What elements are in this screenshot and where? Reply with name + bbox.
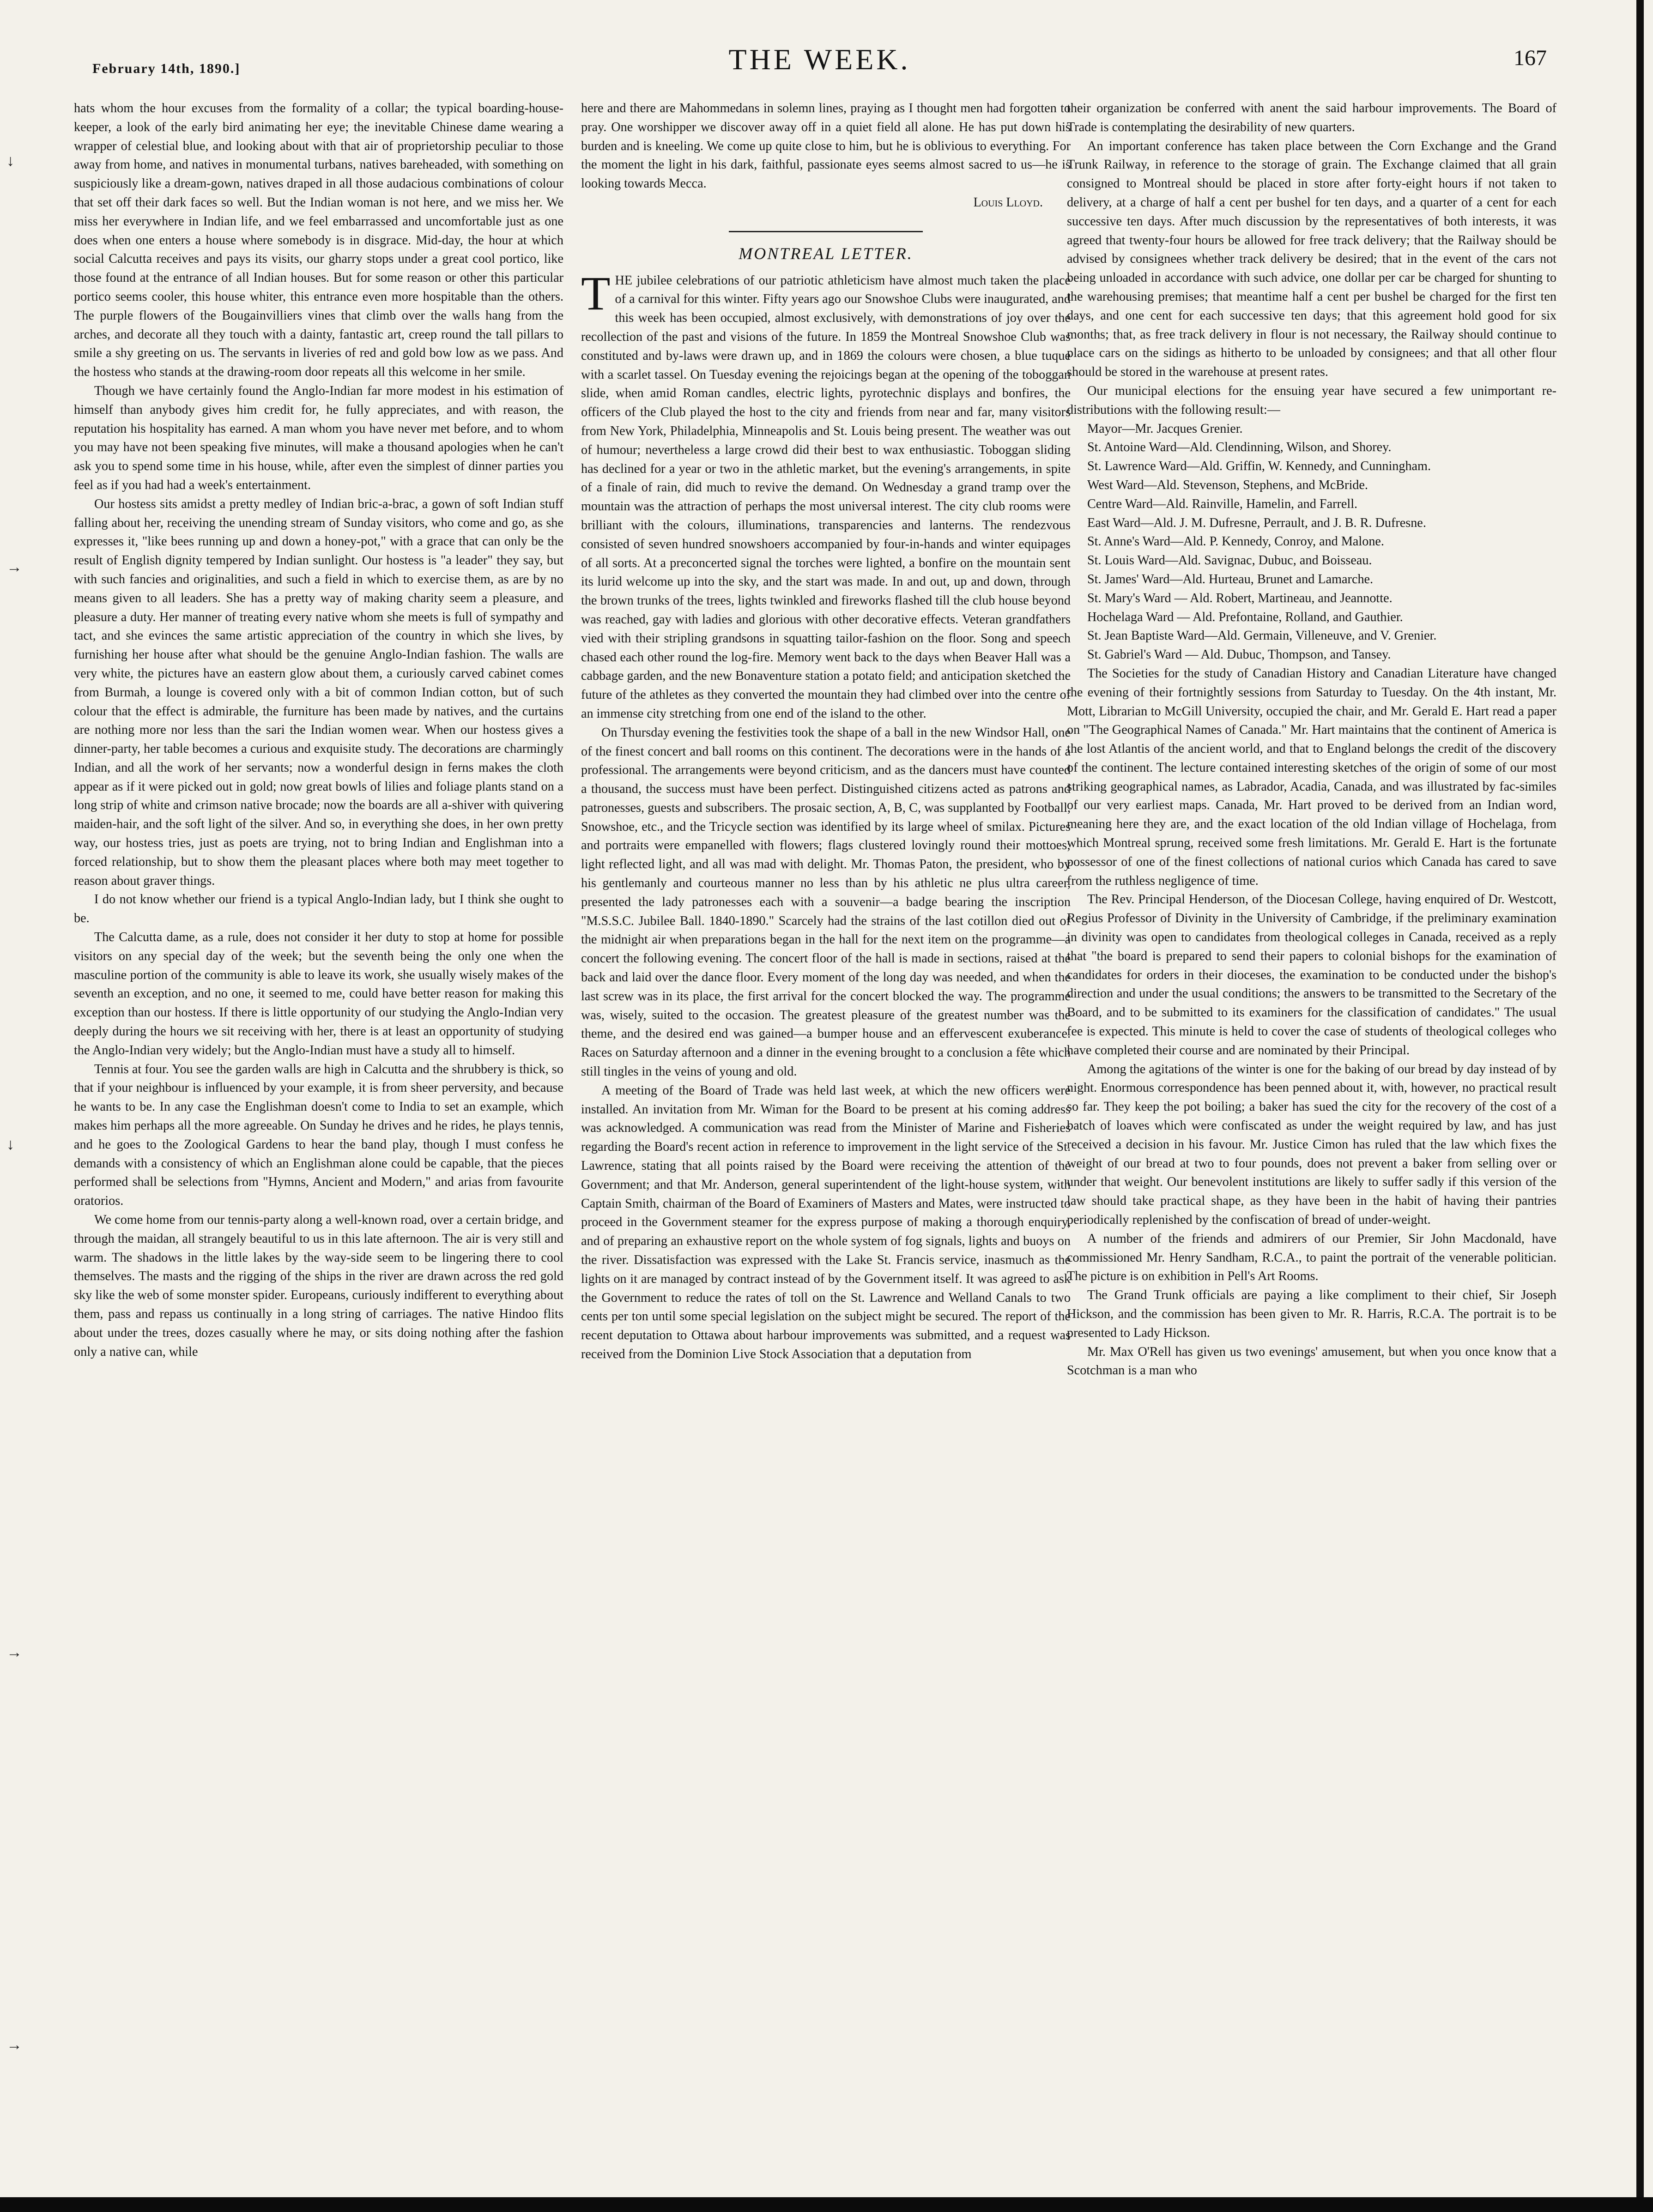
election-result: St. Louis Ward—Ald. Savignac, Dubuc, and Boisseau.	[1087, 553, 1372, 568]
section-divider	[729, 231, 923, 232]
election-result: St. Anne's Ward—Ald. P. Kennedy, Conroy, and Malone.	[1087, 534, 1384, 549]
paragraph: The Societies for the study of Canadian History and Canadian Literature have changed the evening of their fortnightly sessions from Saturday to Tuesday. On the 4th instant, Mr. Mott, Librarian to McGill University, occupied the chair, and Mr. Gerald E. Hart read a paper on "The Geographical Names of Canada." Mr. Hart maintains that the continent of America is the lost Atlantis of the ancient world, and that to England belongs the credit of the discovery of the continent. The lecture contained interesting sketches of the origin of some of our most striking geographical names, as Labrador, Acadia, Canada, and was illustrated by fac-similes of our very earliest maps. Canada, Mr. Hart proved to be derived from an Indian word, meaning here they are, and the exact location of the old Indian village of Hochelaga, from which Montreal sprung, received some fresh limitations. Mr. Gerald E. Hart is the fortunate possessor of one of the finest collections of national curios which Canada has cared to save from the ruthless negligence of time.	[1067, 666, 1556, 888]
paragraph: On Thursday evening the festivities took the shape of a ball in the new Windsor Hall, one of the finest concert and ball rooms on this continent. The decorations were in the hands of a professional. The arrangements were beyond criticism, and as the dancers must have counted a thousand, the success must have been perfect. Distinguished citizens acted as patrons and patronesses, guests and subscribers. The prosaic section, A, B, C, was supplanted by Football, Snowshoe, etc., and the Tricycle section was identified by its large wheel of smilax. Pictures and portraits were empanelled with flowers; flags clustered lovingly round their mottoes; light reflected light, and all was mad with delight. Mr. Thomas Paton, the president, who by his gentlemanly and courteous manner no less than by his athletic ne plus ultra career, presented the lady patronesses each with a souvenir—a badge bearing the inscription "M.S.S.C. Jubilee Ball. 1840-1890." Scarcely had the strains of the last cotillon died out of the midnight air when preparations began in the hall for the next item on the programme—a concert the following evening. The concert floor of the hall is made in sections, raised at the back and laid over the dance floor. Every moment of the long day was needed, and when the last screw was in its place, the first arrival for the concert blocked the way. The programme was, wisely, suited to the occasion. The greatest pleasure of the greatest number was the theme, and the desired end was gained—a bumper house and an effervescent exuberance. Races on Saturday afternoon and a dinner in the evening brought to a conclusion a fête which still tingles in the veins of young and old.	[581, 725, 1071, 1079]
election-result: St. Lawrence Ward—Ald. Griffin, W. Kennedy, and Cunningham.	[1087, 459, 1431, 474]
paragraph: The Grand Trunk officials are paying a like compliment to their chief, Sir Joseph Hickson, and the commission has been given to Mr. R. Harris, R.C.A. The portrait is to be presented to Lady Hickson.	[1067, 1288, 1556, 1340]
margin-mark: →	[6, 559, 22, 576]
election-result: Hochelaga Ward — Ald. Prefontaine, Rolland, and Gauthier.	[1087, 610, 1403, 624]
paragraph: hats whom the hour excuses from the formality of a collar; the typical boarding-house-keeper, a look of the early bird animating her eye; the inevitable Chinese dame wearing a wrapper of celestial blue, and looking about with that air of proprietorship peculiar to those away from home, and natives in monumental turbans, natives bareheaded, with something on suspiciously like a dream-gown, natives draped in all those audacious combinations of colour that set off their dark faces so well. But the Indian woman is not here, and we miss her. We miss her everywhere in Indian life, and we feel embarrassed and uncomfortable just as one does when one enters a house where somebody is in disgrace. Mid-day, the hour at which social Calcutta receives and pays its visits, our gharry stops under a great cool portico, like those found at the entrance of all Indian houses. But for some reason or other this particular portico seems cooler, this house whiter, this entrance even more hospitable than the others. The purple flowers of the Bougainvilliers vines that climb over the walls hang from the arches, and decorate all they touch with a dainty, fantastic art, creep round the tall pillars to smile a shy greeting on us. The servants in liveries of red and gold bow low as we pass. And the hostess who stands at the drawing-room door repeats all this welcome in her smile.	[74, 101, 563, 380]
election-result: St. Gabriel's Ward — Ald. Dubuc, Thompson, and Tansey.	[1087, 647, 1391, 662]
paragraph: Mr. Max O'Rell has given us two evenings' amusement, but when you once know that a Scotchman is a man who	[1067, 1344, 1556, 1378]
masthead: THE WEEK.	[728, 43, 911, 76]
margin-mark: ↓	[6, 1136, 14, 1153]
paragraph: their organization be conferred with anent the said harbour improvements. The Board of Trade is contemplating the desirability of new quarters.	[1067, 101, 1556, 134]
margin-mark: →	[6, 2037, 22, 2054]
election-result: St. Mary's Ward — Ald. Robert, Martineau, and Jeannotte.	[1087, 591, 1393, 605]
column-left	[74, 99, 563, 2159]
section-title: MONTREAL LETTER.	[739, 244, 913, 263]
lead-paragraph-text: HE jubilee celebrations of our patriotic athleticism have almost much taken the place of a carnival for this winter. Fifty years ago our Snowshoe Clubs were inaugurated, and this week has been occupied, almost exclusively, with demonstrations of joy over the recollection of the past and visions of the future. In 1859 the Montreal Snowshoe Club was constituted and by-laws were drawn up, and in 1869 the colours were chosen, a blue tuque with a scarlet tassel. On Tuesday evening the rejoicings began at the opening of the toboggan slide, when amid Roman candles, electric lights, pyrotechnic displays and bonfires, the officers of the Club played the host to the city and friends from near and far, many visitors from New York, Philadelphia, Minneapolis and St. Louis being present. The weather was out of humour; nevertheless a large crowd did their best to wax enthusiastic. Toboggan sliding has declined for a year or two in the athletic market, but the evening's arrangements, in spite of a finale of rain, did much to revive the demand. On Wednesday a grand tramp over the mountain was the attraction of perhaps the most universal interest. The city club rooms were brilliant with the colours, illuminations, transparencies and lanterns. The rendezvous consisted of seven hundred snowshoers accompanied by four-in-hands and winter equipages of all sorts. At a preconcerted signal the torches were lighted, a bonfire on the mountain sent its lurid welcome up into the sky, and the start was made. In and out, up and down, through the brown trunks of the trees, lights twinkled and fireworks flashed till the club house beyond was reached, gay with ladies and glorious with other decorative effects. Veteran grandfathers vied with their stripling grandsons in squatting tailor-fashion on the floor. Song and speech chased each other round the log-fire. Memory went back to the days when Beaver Hall was a cabbage garden, and the new Bonaventure station a potato field; and anticipation sketched the future of the athletes as they converted the mountain they had climbed over into the centre of an immense city stretching from one end of the island to the other.	[581, 273, 1071, 721]
election-result: West Ward—Ald. Stevenson, Stephens, and McBride.	[1087, 477, 1368, 492]
paragraph: The Rev. Principal Henderson, of the Diocesan College, having enquired of Dr. Westcott, Regius Professor of Divinity in the University of Cambridge, if the preliminary examination in divinity was open to candidates from theological colleges in Canada, received as a reply that "the board is prepared to send their papers to colonial bishops for the examination of candidates for orders in their dioceses, the examination to be conducted under the bishop's direction and under the usual conditions; the answers to be transmitted to the Secretary of the Board, and to be submitted to its examiners for the classification of candidates." The usual fee is expected. This minute is held to cover the case of students of theological colleges who have completed their course and are nominated by their Principal.	[1067, 892, 1556, 1058]
election-result: St. James' Ward—Ald. Hurteau, Brunet and Lamarche.	[1087, 572, 1374, 586]
drop-cap: T	[581, 266, 611, 320]
margin-mark: →	[6, 1644, 22, 1661]
paragraph: The Calcutta dame, as a rule, does not consider it her duty to stop at home for possible visitors on any special day of the week; but the seventh being the only one when the masculine portion of the community is able to leave its work, she usually wisely makes of the seventh an exception, and no one, it seemed to me, could have better reason for making this exception than our hostess. If there is little opportunity of our studying the Anglo-Indian very deeply during the hours we sit receiving with her, there is at least an opportunity of studying the Anglo-Indian very widely; but the Anglo-Indian must have a study all to himself.	[74, 930, 563, 1058]
issue-date: February 14th, 1890.]	[92, 61, 241, 76]
paragraph: We come home from our tennis-party along a well-known road, over a certain bridge, and through the maidan, all strangely beautiful to us in this late afternoon. The air is very still and warm. The shadows in the little lakes by the way-side seem to be lingering there to cool themselves. The masts and the rigging of the ships in the river are drawn across the red gold sky like the web of some monster spider. Europeans, curiously indifferent to everything about them, pass and repass us continually in a long string of carriages. The native Hindoo flits about under the trees, dozes casually where he may, or sits doing nothing after the fashion only a native can, while	[74, 1213, 563, 1359]
paragraph: here and there are Mahommedans in solemn lines, praying as I thought men had forgotten to pray. One worshipper we discover away off in a quiet field all alone. He has put down his burden and is kneeling. We come up quite close to him, but he is oblivious to everything. For the moment the light in his dark, faithful, passionate eyes seems almost sacred to us—he is looking towards Mecca.	[581, 101, 1071, 191]
paragraph: An important conference has taken place between the Corn Exchange and the Grand Trunk Railway, in reference to the storage of grain. The Exchange claimed that all grain consigned to Montreal should be placed in store after forty-eight hours if not taken to delivery, at a charge of half a cent per bushel for ten days, and a quarter of a cent for each successive ten days. After much discussion by the representatives of both interests, it was agreed that twenty-four hours be allowed for free track delivery; that the Railway should be advised by consignees whether track delivery be desired; that in the event of the cars not being unloaded in accordance with such advice, one dollar per car be charged for shunting to the warehousing premises; that meantime half a cent per bushel be charged for the first ten days, and one cent for each successive ten days; that this agreement hold good for six months; that, as free track delivery in flour is not necessary, the Railway should continue to place cars on the sidings as hitherto to be unloaded by consignees; and that all other flour should be stored in the warehouse at present rates.	[1067, 139, 1556, 380]
election-result: St. Jean Baptiste Ward—Ald. Germain, Villeneuve, and V. Grenier.	[1087, 629, 1437, 643]
election-result: East Ward—Ald. J. M. Dufresne, Perrault, and J. B. R. Dufresne.	[1087, 515, 1426, 530]
page-number: 167	[1514, 46, 1547, 70]
election-result: St. Antoine Ward—Ald. Clendinning, Wilson, and Shorey.	[1087, 440, 1392, 455]
scan-bottom-edge	[0, 2197, 1653, 2212]
lead-paragraph	[581, 266, 1071, 724]
election-result: Mayor—Mr. Jacques Grenier.	[1087, 421, 1243, 436]
paragraph: I do not know whether our friend is a typical Anglo-Indian lady, but I think she ought to be.	[74, 892, 563, 926]
paragraph: A meeting of the Board of Trade was held last week, at which the new officers were installed. An invitation from Mr. Wiman for the Board to be present at his coming address was acknowledged. A communication was read from the Minister of Marine and Fisheries regarding the Board's recent action in reference to improvement in the light service of the St. Lawrence, stating that all points raised by the Board were receiving the attention of the Government; and that Mr. Anderson, general superintendent of the light-house system, with Captain Smith, chairman of the Board of Examiners of Masters and Mates, were instructed to proceed in the Government steamer for the express purpose of making a thorough enquiry, and of preparing an exhaustive report on the whole system of fog signals, lights and buoys on the river. Dissatisfaction was expressed with the Lake St. Francis service, inasmuch as the lights on it are managed by contract instead of by the Government itself. It was agreed to ask the Government to reduce the rates of toll on the St. Lawrence and Welland Canals to two cents per ton until some special legislation on the subject might be secured. The report of the recent deputation to Ottawa about harbour improvements was submitted, and a request was received from the Dominion Live Stock Association that a deputation from	[581, 1083, 1071, 1361]
paragraph: A number of the friends and admirers of our Premier, Sir John Macdonald, have commissioned Mr. Henry Sandham, R.C.A., to paint the portrait of the venerable politician. The picture is on exhibition in Pell's Art Rooms.	[1067, 1231, 1556, 1284]
election-result: Centre Ward—Ald. Rainville, Hamelin, and Farrell.	[1087, 496, 1358, 511]
paragraph: Among the agitations of the winter is one for the baking of our bread by day instead of by night. Enormous correspondence has been penned about it, with, however, no practical result so far. They keep the pot boiling; a baker has sued the city for the recovery of the cost of a batch of loaves which were confiscated as under the weight required by law, and has just received a decision in his favour. Mr. Justice Cimon has ruled that the law which fixes the weight of our bread at two to four pounds, does not prevent a baker from selling over or under that weight. Our benevolent institutions are likely to suffer sadly if this version of the law should take practical shape, as they have been in the habit of having their pantries periodically replenished by the confiscation of bread of under-weight.	[1067, 1062, 1556, 1227]
paragraph: Our municipal elections for the ensuing year have secured a few unimportant re-distributions with the following result:—	[1067, 383, 1556, 417]
paragraph: Though we have certainly found the Anglo-Indian far more modest in his estimation of himself than anybody gives him credit for, he fully appreciates, and with reason, the reputation his hospitality has earned. A man whom you have never met before, and to whom you may have not been speaking five minutes, will make a thousand apologies when he can't ask you to spend some time in his house, while, after even the simplest of dinner parties you feel as if you had had a week's entertainment.	[74, 383, 563, 492]
page-header	[92, 42, 1547, 87]
paragraph: Tennis at four. You see the garden walls are high in Calcutta and the shrubbery is thick, so that if your neighbour is influenced by your example, it is from sheer perversity, and because he wants to be. In any case the Englishman doesn't come to India to set an example, which makes him perhaps all the more agreeable. On Sunday he drives and he rides, he plays tennis, and he goes to the Zoological Gardens to hear the band play, though I must confess he demands with a consistency of which an Englishman alone could be capable, that the pieces performed shall be selections from "Hymns, Ancient and Modern," and arias from favourite oratorios.	[74, 1062, 563, 1209]
scan-edge	[1636, 0, 1644, 2212]
margin-mark: ↓	[6, 152, 14, 169]
paragraph: Our hostess sits amidst a pretty medley of Indian bric-a-brac, a gown of soft Indian stuff falling about her, receiving the unending stream of Sunday visitors, who come and go, as she expresses it, "like bees running up and down a honey-pot," with a grace that can only be the result of English dignity tempered by Indian sunlight. Our hostess is "a leader" they say, but with such fancies and originalities, and such a field in which to exercise them, as are by no means given to all leaders. She has a pretty way of making charity seem a pleasure, and pleasure a duty. Her manner of treating every native whom she meets is full of sympathy and tact, and she evinces the same artistic appreciation of the country in which she lives, by furnishing her house after what should be the genuine Anglo-Indian fashion. The walls are very white, the pictures have an eastern glow about them, a curiously carved cabinet comes from Burmah, a lounge is covered only with a bit of common Indian cotton, but of such colour that the effect is admirable, the furniture has been made by natives, and the curtains are nothing more nor less than the sari the Indian women wear. When our hostess gives a dinner-party, her table becomes a curious and exquisite study. The decorations are charmingly Indian, and all the work of her servants; now a wonderful design in ferns makes the cloth appear as if it were picked out in gold; now great bowls of lilies and foliage plants stand on a long strip of white and crimson native brocade; now the boards are all a-shiver with quivering maiden-hair, and the soft light of the silver. And so, in everything she does, in her own pretty way, our hostess tries, just as poets are trying, not to bring Indian and Englishman into a forced relationship, but to show them the pleasant places where both may meet together to reason about graver things.	[74, 496, 563, 888]
column-right	[1067, 99, 1556, 2159]
column-middle	[581, 99, 1071, 2159]
author-signature: Louis Lloyd.	[973, 195, 1043, 210]
